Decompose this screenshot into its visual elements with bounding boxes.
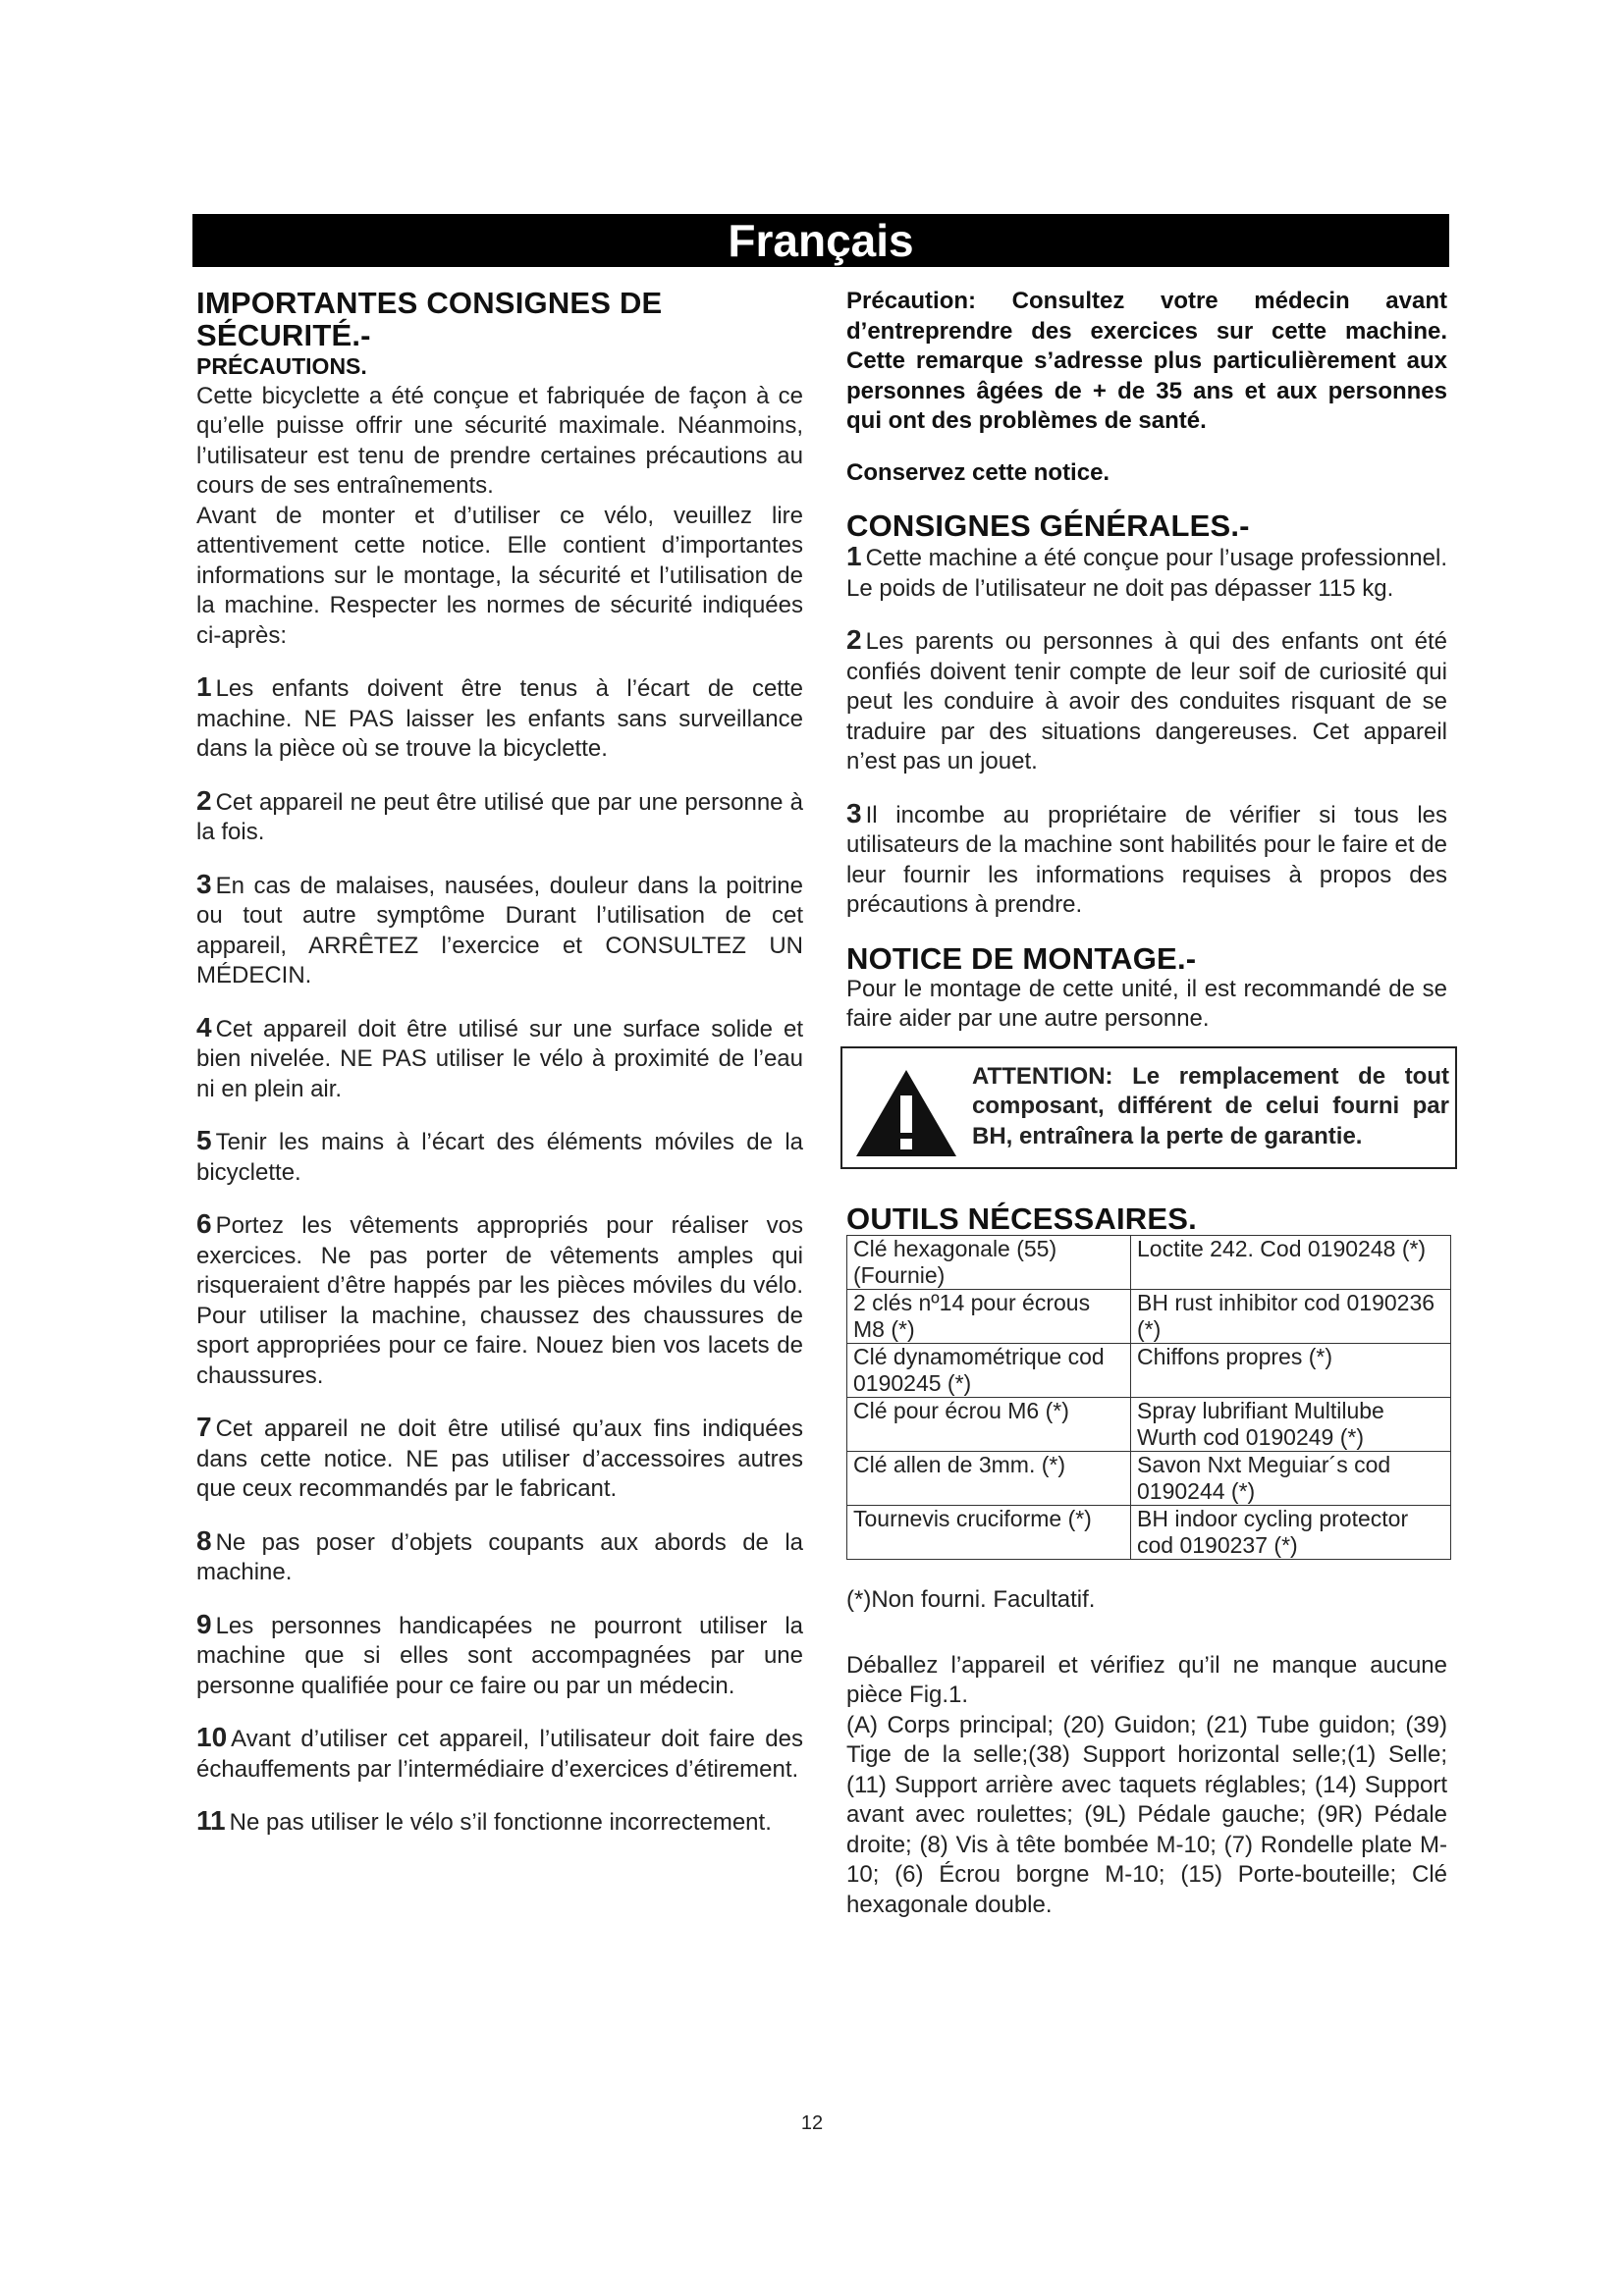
precautions-subheading: PRÉCAUTIONS. — [196, 353, 367, 379]
intro-paragraph-2: Avant de monter et d’utiliser ce vélo, veuillez lire attentivement cette notice. Elle contient d’importantes informations sur le montage, la sécurité et l’utilisation de la machine. Respecter les normes de sécurité indiquées ci-après: — [196, 502, 803, 649]
item-number: 1 — [196, 671, 212, 702]
general-heading: CONSIGNES GÉNÉRALES.- — [846, 508, 1250, 543]
item-text: Cet appareil ne peut être utilisé que par une personne à la fois. — [196, 788, 803, 845]
item-text: Avant d’utiliser cet appareil, l’utilisateur doit faire des échauffements par l’intermédiaire d’exercices d’étirement. — [196, 1726, 803, 1783]
item-text: Cette machine a été conçue pour l’usage professionnel. Le poids de l’utilisateur ne doit pas dépasser 115 kg. — [846, 545, 1447, 602]
item-number: 10 — [196, 1722, 228, 1752]
item-number: 3 — [196, 868, 212, 899]
numbered-item — [196, 672, 803, 765]
keep-notice: Conservez cette notice. — [846, 458, 1110, 486]
table-row — [847, 1506, 1451, 1560]
safety-heading: IMPORTANTES CONSIGNES DE SÉCURITÉ.- — [196, 286, 663, 352]
numbered-item — [196, 1126, 803, 1188]
table-cell: Clé pour écrou M6 (*) — [847, 1398, 1131, 1452]
numbered-item — [196, 1013, 803, 1105]
item-text: Il incombe au propriétaire de vérifier si tous les utilisateurs de la machine sont habilités pour le faire et de leur fournir les informations requises à propos des précautions à prendre. — [846, 801, 1447, 918]
item-number: 1 — [846, 541, 862, 571]
unpack-text: Déballez l’appareil et vérifiez qu’il ne manque aucune pièce Fig.1. — [846, 1651, 1447, 1708]
item-text: Les parents ou personnes à qui des enfants ont été confiés doivent tenir compte de leur soif de curiosité qui peut les conduire à avoir des conduites risquant de se traduire par des situations dangereuses. Cet appareil n’est pas un jouet. — [846, 628, 1447, 774]
item-number: 8 — [196, 1524, 212, 1556]
item-number: 6 — [196, 1208, 212, 1239]
assembly-heading: NOTICE DE MONTAGE.- — [846, 940, 1197, 976]
table-cell: Tournevis cruciforme (*) — [847, 1506, 1131, 1560]
assembly-text: Pour le montage de cette unité, il est recommandé de se faire aider par une autre personne. — [846, 975, 1447, 1032]
numbered-item — [846, 625, 1447, 777]
table-cell: Savon Nxt Meguiar´s cod 0190244 (*) — [1131, 1452, 1451, 1506]
table-cell: BH rust inhibitor cod 0190236 (*) — [1131, 1290, 1451, 1344]
tools-heading: OUTILS NÉCESSAIRES. — [846, 1201, 1197, 1236]
intro-paragraph-1: Cette bicyclette a été conçue et fabriquée de façon à ce qu’elle puisse offrir une sécurité maximale. Néanmoins, l’utilisateur est tenu de prendre certaines précautions au cours de ses entraînements. — [196, 382, 803, 499]
page-number: 12 — [800, 2112, 824, 2134]
numbered-item — [846, 542, 1447, 604]
item-number: 9 — [196, 1608, 212, 1639]
table-cell: Loctite 242. Cod 0190248 (*) — [1131, 1236, 1451, 1290]
warning-triangle-icon — [852, 1066, 960, 1160]
item-text: Ne pas utiliser le vélo s’il fonctionne incorrectement. — [229, 1809, 772, 1836]
numbered-item — [196, 786, 803, 848]
table-cell: 2 clés nº14 pour écrous M8 (*) — [847, 1290, 1131, 1344]
numbered-item — [196, 1209, 803, 1391]
numbered-item — [196, 1610, 803, 1702]
table-cell: Spray lubrifiant Multilube Wurth cod 0190249 (*) — [1131, 1398, 1451, 1452]
item-text: Les enfants doivent être tenus à l’écart de cette machine. NE PAS laisser les enfants sans surveillance dans la pièce où se trouve la bicyclette. — [196, 675, 803, 762]
parts-list-text: (A) Corps principal; (20) Guidon; (21) Tube guidon; (39) Tige de la selle;(38) Support horizontal selle;(1) Selle; (11) Support arrière avec taquets réglables; (14) Support avant avec roulettes; (9L) Pédale gauche; (9R) Pédale droite; (8) Vis à tête bombée M-10; (7) Rondelle plate M-10; (6) Écrou borgne M-10; (15) Porte-bouteille; Clé hexagonale double. — [846, 1711, 1447, 1918]
item-number: 4 — [196, 1011, 212, 1042]
table-row — [847, 1452, 1451, 1506]
item-number: 11 — [196, 1805, 226, 1836]
item-text: Tenir les mains à l’écart des éléments móviles de la bicyclette. — [196, 1129, 803, 1186]
attention-text: ATTENTION: Le remplacement de tout composant, différent de celui fourni par BH, entraînera la perte de garantie. — [972, 1062, 1449, 1149]
item-number: 2 — [846, 624, 862, 655]
item-text: En cas de malaises, nausées, douleur dans la poitrine ou tout autre symptôme Durant l’utilisation de cet appareil, ARRÊTEZ l’exercice et CONSULTEZ UN MÉDECIN. — [196, 872, 803, 988]
item-number: 5 — [196, 1125, 212, 1155]
precaution-note: Précaution: Consultez votre médecin avant d’entreprendre des exercices sur cette machine. Cette remarque s’adresse plus particulièrement aux personnes âgées de + de 35 ans et aux personnes qui ont des problèmes de santé. — [846, 288, 1447, 434]
table-cell: Clé dynamométrique cod 0190245 (*) — [847, 1344, 1131, 1398]
table-row — [847, 1290, 1451, 1344]
numbered-item — [196, 1806, 803, 1839]
item-text: Cet appareil ne doit être utilisé qu’aux fins indiquées dans cette notice. NE pas utiliser d’accessoires autres que ceux recommandés par le fabricant. — [196, 1415, 803, 1502]
table-row — [847, 1398, 1451, 1452]
numbered-item — [846, 799, 1447, 921]
item-text: Cet appareil doit être utilisé sur une surface solide et bien nivelée. NE PAS utiliser le vélo à proximité de l’eau ni en plein air. — [196, 1015, 803, 1102]
general-item-list — [846, 542, 1447, 921]
safety-item-list — [196, 672, 803, 1839]
numbered-item — [196, 1526, 803, 1588]
table-cell: Clé hexagonale (55) (Fournie) — [847, 1236, 1131, 1290]
not-supplied-note: (*)Non fourni. Facultatif. — [846, 1586, 1096, 1613]
item-number: 7 — [196, 1412, 212, 1442]
table-cell: BH indoor cycling protector cod 0190237 (*) — [1131, 1506, 1451, 1560]
tools-table — [846, 1235, 1451, 1560]
language-header-bar — [192, 214, 1449, 267]
table-cell: Clé allen de 3mm. (*) — [847, 1452, 1131, 1506]
left-column — [196, 287, 803, 1839]
item-number: 2 — [196, 784, 212, 816]
item-number: 3 — [846, 797, 862, 828]
numbered-item — [196, 870, 803, 991]
table-cell: Chiffons propres (*) — [1131, 1344, 1451, 1398]
item-text: Les personnes handicapées ne pourront utiliser la machine que si elles sont accompagnées par une personne qualifiée pour ce faire ou par un médecin. — [196, 1612, 803, 1699]
numbered-item — [196, 1413, 803, 1505]
numbered-item — [196, 1723, 803, 1785]
table-row — [847, 1344, 1451, 1398]
table-row — [847, 1236, 1451, 1290]
item-text: Ne pas poser d’objets coupants aux abords de la machine. — [196, 1528, 803, 1585]
attention-box — [840, 1046, 1457, 1170]
language-title: Français — [728, 215, 914, 266]
item-text: Portez les vêtements appropriés pour réaliser vos exercices. Ne pas porter de vêtements amples qui risqueraient d’être happés par les pièces móviles du vélo. Pour utiliser la machine, chaussez des chaussures de sport appropriées pour ce faire. Nouez bien vos lacets de chaussures. — [196, 1212, 803, 1389]
right-column — [846, 287, 1447, 1920]
